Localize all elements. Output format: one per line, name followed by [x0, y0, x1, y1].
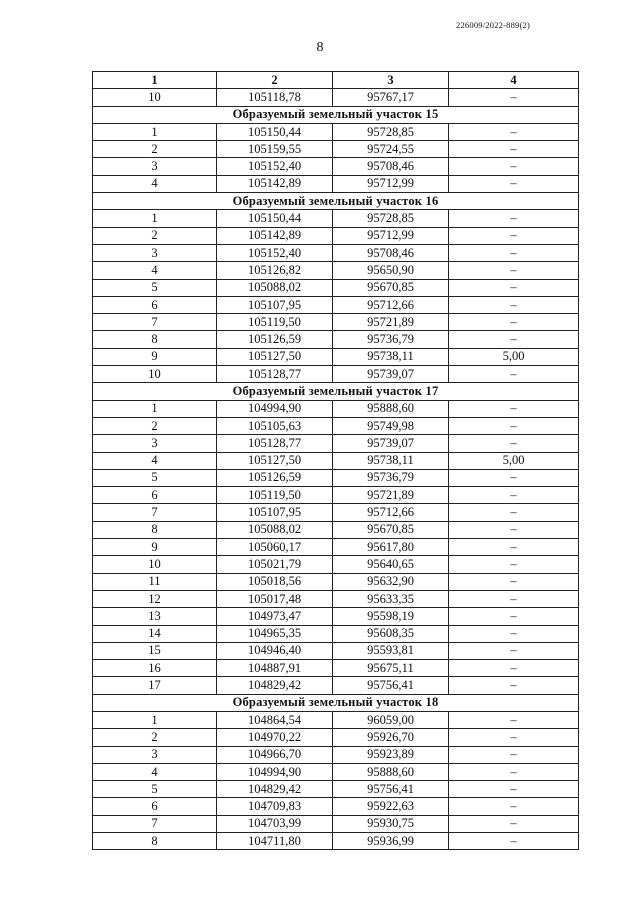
value-cell: 5,00	[449, 452, 579, 469]
table-row	[93, 504, 579, 521]
y-coordinate-cell: 95936,99	[333, 833, 449, 850]
y-coordinate-cell: 95738,11	[333, 452, 449, 469]
table-row	[93, 141, 579, 158]
x-coordinate-cell: 105107,95	[217, 504, 333, 521]
x-coordinate-cell: 105088,02	[217, 279, 333, 296]
x-coordinate-cell: 105119,50	[217, 487, 333, 504]
y-coordinate-cell: 95633,35	[333, 590, 449, 607]
table-row	[93, 556, 579, 573]
x-coordinate-cell: 104711,80	[217, 833, 333, 850]
point-number-cell: 10	[93, 89, 217, 106]
value-cell: –	[449, 763, 579, 780]
value-cell: –	[449, 279, 579, 296]
point-number-cell: 6	[93, 487, 217, 504]
y-coordinate-cell: 95708,46	[333, 158, 449, 175]
point-number-cell: 7	[93, 504, 217, 521]
y-coordinate-cell: 95756,41	[333, 677, 449, 694]
point-number-cell: 17	[93, 677, 217, 694]
header-col-2: 2	[217, 72, 333, 89]
value-cell: –	[449, 331, 579, 348]
point-number-cell: 15	[93, 642, 217, 659]
header-col-1: 1	[93, 72, 217, 89]
value-cell: –	[449, 487, 579, 504]
section-row	[93, 106, 579, 123]
x-coordinate-cell: 105126,59	[217, 331, 333, 348]
value-cell: –	[449, 400, 579, 417]
y-coordinate-cell: 95712,66	[333, 504, 449, 521]
point-number-cell: 9	[93, 539, 217, 556]
x-coordinate-cell: 104829,42	[217, 781, 333, 798]
y-coordinate-cell: 95632,90	[333, 573, 449, 590]
y-coordinate-cell: 95926,70	[333, 729, 449, 746]
table-row	[93, 158, 579, 175]
y-coordinate-cell: 95739,07	[333, 435, 449, 452]
y-coordinate-cell: 95930,75	[333, 815, 449, 832]
x-coordinate-cell: 105159,55	[217, 141, 333, 158]
x-coordinate-cell: 104864,54	[217, 711, 333, 728]
x-coordinate-cell: 105088,02	[217, 521, 333, 538]
point-number-cell: 16	[93, 660, 217, 677]
value-cell: –	[449, 642, 579, 659]
x-coordinate-cell: 104970,22	[217, 729, 333, 746]
x-coordinate-cell: 105142,89	[217, 227, 333, 244]
x-coordinate-cell: 105017,48	[217, 590, 333, 607]
x-coordinate-cell: 105152,40	[217, 244, 333, 261]
x-coordinate-cell: 105107,95	[217, 296, 333, 313]
x-coordinate-cell: 105118,78	[217, 89, 333, 106]
y-coordinate-cell: 95767,17	[333, 89, 449, 106]
x-coordinate-cell: 105126,59	[217, 469, 333, 486]
table-row	[93, 279, 579, 296]
point-number-cell: 1	[93, 711, 217, 728]
x-coordinate-cell: 105018,56	[217, 573, 333, 590]
value-cell: 5,00	[449, 348, 579, 365]
point-number-cell: 12	[93, 590, 217, 607]
table-row	[93, 314, 579, 331]
table-row	[93, 521, 579, 538]
point-number-cell: 7	[93, 314, 217, 331]
table-row	[93, 625, 579, 642]
table-row	[93, 452, 579, 469]
x-coordinate-cell: 104973,47	[217, 608, 333, 625]
y-coordinate-cell: 95712,99	[333, 175, 449, 192]
x-coordinate-cell: 105150,44	[217, 210, 333, 227]
table-row	[93, 348, 579, 365]
value-cell: –	[449, 556, 579, 573]
y-coordinate-cell: 95721,89	[333, 487, 449, 504]
value-cell: –	[449, 625, 579, 642]
table-row	[93, 469, 579, 486]
table-row	[93, 746, 579, 763]
section-row	[93, 694, 579, 711]
x-coordinate-cell: 104994,90	[217, 763, 333, 780]
table-row	[93, 608, 579, 625]
point-number-cell: 2	[93, 141, 217, 158]
y-coordinate-cell: 95650,90	[333, 262, 449, 279]
point-number-cell: 2	[93, 227, 217, 244]
y-coordinate-cell: 95608,35	[333, 625, 449, 642]
point-number-cell: 9	[93, 348, 217, 365]
table-row	[93, 677, 579, 694]
value-cell: –	[449, 314, 579, 331]
value-cell: –	[449, 296, 579, 313]
value-cell: –	[449, 833, 579, 850]
point-number-cell: 8	[93, 331, 217, 348]
table-header-row	[93, 72, 579, 89]
value-cell: –	[449, 435, 579, 452]
y-coordinate-cell: 95728,85	[333, 123, 449, 140]
value-cell: –	[449, 417, 579, 434]
x-coordinate-cell: 105128,77	[217, 366, 333, 383]
value-cell: –	[449, 573, 579, 590]
x-coordinate-cell: 105060,17	[217, 539, 333, 556]
table-row	[93, 89, 579, 106]
table-row	[93, 331, 579, 348]
point-number-cell: 4	[93, 763, 217, 780]
table-row	[93, 642, 579, 659]
value-cell: –	[449, 262, 579, 279]
y-coordinate-cell: 95923,89	[333, 746, 449, 763]
section-title: Образуемый земельный участок 18	[93, 694, 579, 711]
y-coordinate-cell: 95738,11	[333, 348, 449, 365]
value-cell: –	[449, 89, 579, 106]
y-coordinate-cell: 95670,85	[333, 279, 449, 296]
value-cell: –	[449, 660, 579, 677]
header-col-4: 4	[449, 72, 579, 89]
point-number-cell: 3	[93, 244, 217, 261]
section-row	[93, 193, 579, 210]
value-cell: –	[449, 158, 579, 175]
point-number-cell: 8	[93, 521, 217, 538]
section-title: Образуемый земельный участок 17	[93, 383, 579, 400]
table-row	[93, 175, 579, 192]
y-coordinate-cell: 95728,85	[333, 210, 449, 227]
value-cell: –	[449, 608, 579, 625]
x-coordinate-cell: 105150,44	[217, 123, 333, 140]
table-row	[93, 798, 579, 815]
y-coordinate-cell: 95888,60	[333, 400, 449, 417]
point-number-cell: 5	[93, 781, 217, 798]
section-title: Образуемый земельный участок 15	[93, 106, 579, 123]
y-coordinate-cell: 95598,19	[333, 608, 449, 625]
point-number-cell: 1	[93, 400, 217, 417]
x-coordinate-cell: 105021,79	[217, 556, 333, 573]
y-coordinate-cell: 95749,98	[333, 417, 449, 434]
value-cell: –	[449, 815, 579, 832]
x-coordinate-cell: 105128,77	[217, 435, 333, 452]
y-coordinate-cell: 95724,55	[333, 141, 449, 158]
x-coordinate-cell: 105119,50	[217, 314, 333, 331]
point-number-cell: 4	[93, 262, 217, 279]
value-cell: –	[449, 711, 579, 728]
x-coordinate-cell: 105127,50	[217, 452, 333, 469]
x-coordinate-cell: 104946,40	[217, 642, 333, 659]
table-row	[93, 400, 579, 417]
table-row	[93, 487, 579, 504]
value-cell: –	[449, 366, 579, 383]
value-cell: –	[449, 521, 579, 538]
point-number-cell: 7	[93, 815, 217, 832]
point-number-cell: 1	[93, 210, 217, 227]
point-number-cell: 3	[93, 435, 217, 452]
point-number-cell: 6	[93, 798, 217, 815]
y-coordinate-cell: 95675,11	[333, 660, 449, 677]
table-row	[93, 711, 579, 728]
page-number: 8	[316, 40, 324, 55]
document-number: 226009/2022-889(2)	[456, 20, 530, 30]
value-cell: –	[449, 469, 579, 486]
table-row	[93, 296, 579, 313]
point-number-cell: 10	[93, 366, 217, 383]
x-coordinate-cell: 105142,89	[217, 175, 333, 192]
point-number-cell: 13	[93, 608, 217, 625]
point-number-cell: 4	[93, 452, 217, 469]
point-number-cell: 2	[93, 729, 217, 746]
value-cell: –	[449, 175, 579, 192]
y-coordinate-cell: 95593,81	[333, 642, 449, 659]
value-cell: –	[449, 539, 579, 556]
table-row	[93, 417, 579, 434]
x-coordinate-cell: 104966,70	[217, 746, 333, 763]
point-number-cell: 8	[93, 833, 217, 850]
x-coordinate-cell: 104709,83	[217, 798, 333, 815]
section-row	[93, 383, 579, 400]
point-number-cell: 3	[93, 746, 217, 763]
y-coordinate-cell: 95721,89	[333, 314, 449, 331]
y-coordinate-cell: 95640,65	[333, 556, 449, 573]
value-cell: –	[449, 590, 579, 607]
section-title: Образуемый земельный участок 16	[93, 193, 579, 210]
value-cell: –	[449, 227, 579, 244]
y-coordinate-cell: 95617,80	[333, 539, 449, 556]
point-number-cell: 6	[93, 296, 217, 313]
table-row	[93, 227, 579, 244]
x-coordinate-cell: 104829,42	[217, 677, 333, 694]
value-cell: –	[449, 729, 579, 746]
table-row	[93, 123, 579, 140]
value-cell: –	[449, 244, 579, 261]
point-number-cell: 10	[93, 556, 217, 573]
x-coordinate-cell: 104965,35	[217, 625, 333, 642]
table-body	[93, 89, 579, 850]
table-row	[93, 815, 579, 832]
value-cell: –	[449, 504, 579, 521]
value-cell: –	[449, 123, 579, 140]
point-number-cell: 11	[93, 573, 217, 590]
coordinates-table	[92, 71, 579, 850]
table-row	[93, 539, 579, 556]
y-coordinate-cell: 96059,00	[333, 711, 449, 728]
value-cell: –	[449, 746, 579, 763]
point-number-cell: 14	[93, 625, 217, 642]
table-row	[93, 573, 579, 590]
x-coordinate-cell: 105127,50	[217, 348, 333, 365]
x-coordinate-cell: 105105,63	[217, 417, 333, 434]
y-coordinate-cell: 95756,41	[333, 781, 449, 798]
y-coordinate-cell: 95712,66	[333, 296, 449, 313]
point-number-cell: 5	[93, 279, 217, 296]
y-coordinate-cell: 95736,79	[333, 331, 449, 348]
x-coordinate-cell: 105126,82	[217, 262, 333, 279]
y-coordinate-cell: 95708,46	[333, 244, 449, 261]
y-coordinate-cell: 95922,63	[333, 798, 449, 815]
value-cell: –	[449, 798, 579, 815]
table-row	[93, 435, 579, 452]
y-coordinate-cell: 95888,60	[333, 763, 449, 780]
point-number-cell: 5	[93, 469, 217, 486]
table-row	[93, 262, 579, 279]
table-row	[93, 210, 579, 227]
point-number-cell: 4	[93, 175, 217, 192]
x-coordinate-cell: 105152,40	[217, 158, 333, 175]
value-cell: –	[449, 677, 579, 694]
header-col-3: 3	[333, 72, 449, 89]
y-coordinate-cell: 95736,79	[333, 469, 449, 486]
point-number-cell: 3	[93, 158, 217, 175]
table-row	[93, 590, 579, 607]
table-row	[93, 660, 579, 677]
table-row	[93, 729, 579, 746]
table-row	[93, 244, 579, 261]
y-coordinate-cell: 95670,85	[333, 521, 449, 538]
y-coordinate-cell: 95712,99	[333, 227, 449, 244]
table-row	[93, 833, 579, 850]
table-row	[93, 781, 579, 798]
value-cell: –	[449, 781, 579, 798]
table-row	[93, 763, 579, 780]
x-coordinate-cell: 104994,90	[217, 400, 333, 417]
point-number-cell: 2	[93, 417, 217, 434]
x-coordinate-cell: 104887,91	[217, 660, 333, 677]
table-row	[93, 366, 579, 383]
value-cell: –	[449, 210, 579, 227]
point-number-cell: 1	[93, 123, 217, 140]
value-cell: –	[449, 141, 579, 158]
y-coordinate-cell: 95739,07	[333, 366, 449, 383]
x-coordinate-cell: 104703,99	[217, 815, 333, 832]
